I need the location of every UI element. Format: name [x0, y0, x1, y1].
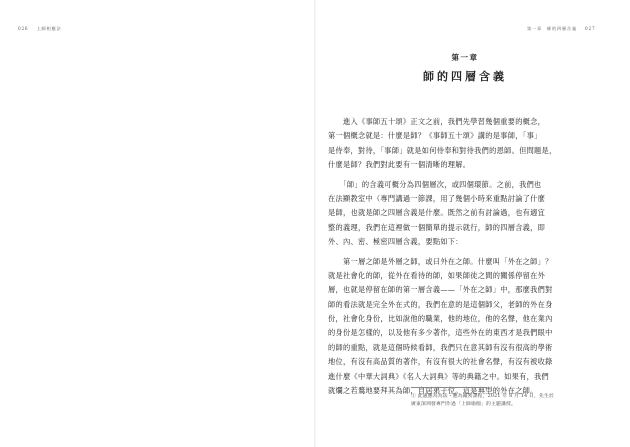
text-line: 「師」的含義可概分為四個層次，或四個環節。之前，我們也	[328, 179, 542, 189]
chapter-label: 第一章	[451, 53, 479, 62]
footnote-line: 廣東深圳發專門作過「上師瑜伽」的主題講授。	[411, 402, 516, 407]
left-running-head	[18, 26, 62, 32]
chapter-title: 師的四層含義	[423, 70, 507, 83]
text-line: 在法顯教室中（專門講過一節課，用了幾個小時來重點討論了什麼	[328, 193, 546, 203]
text-line: 地位，有沒有高品質的著作，有沒有很大的社會名聲，有沒有被收錄	[328, 357, 553, 367]
text-line: 第一個概念就是：什麼是師？《事師五十頌》講的是事師，「事」	[328, 131, 542, 141]
paragraph	[328, 115, 603, 173]
book-gutter	[314, 0, 316, 447]
paragraph	[328, 255, 603, 399]
text-line: 師的看法就是完全外在式的，我們在意的是這個師父，老師的外在身	[328, 299, 553, 309]
left-page-number: 026	[18, 26, 29, 31]
footnote-line: ① 此處應為為法・應為藏密課程，2021 年 8 月 14 日，先生於	[411, 394, 555, 399]
text-line: 進什麼《中華大詞典》《名人大詞典》等的典籍之中。如果有，我們	[328, 371, 550, 381]
text-line: 整的義理，我們在這裡做一個簡單的提示就行，師的四層含義，即	[328, 222, 546, 232]
right-running-head	[527, 26, 595, 32]
right-page-number: 027	[585, 26, 596, 31]
text-line: 第一層之師是外層之師，或曰外在之師。什麼叫「外在之師」？	[328, 256, 553, 266]
text-line: 的身份是怎樣的，以及他有多少著作，這些外在的東西才是我們眼中	[328, 328, 553, 338]
paragraph	[328, 178, 603, 250]
text-line: 就爛之若鶩地要拜其為師，自居弟子位。這是典型的外在之師。	[328, 386, 538, 396]
text-line: 進入《事師五十頌》正文之前，我們先學習幾個重要的概念，	[328, 117, 546, 126]
left-book-title: 上師相應法	[36, 26, 62, 31]
text-line: 份，社會化身份，比如說他的職業，他的地位，他的名聲，他在業內	[328, 314, 553, 324]
text-line: 的師的重點，就是這個時候看師，我們只在意其師有沒有很高的學術	[328, 342, 553, 352]
text-line: 外、內、密、極密四層含義，要點如下：	[328, 237, 463, 247]
right-chapter-head: 第一章 師的四層含義	[527, 26, 577, 31]
text-line: 層，也就是停留在師的第一層含義——「外在之師」中，那麼我們對	[328, 285, 553, 295]
footnote-rule	[411, 387, 486, 388]
chapter-body	[328, 115, 603, 403]
footnote	[411, 393, 606, 409]
text-line: 是師，也就是師之四層含義是什麼。既然之前有討論過，也有適宜	[328, 208, 546, 218]
text-line: 什麼是師？我們對此要有一個清晰的理解。	[328, 160, 471, 170]
text-line: 是侍奉，對待，「事師」就是如何侍奉和對待我們的恩師。但問題是，	[328, 145, 557, 155]
text-line: 就是社會化的師，從外在看待的師，如果師徒之間的關係停留在外	[328, 270, 546, 280]
